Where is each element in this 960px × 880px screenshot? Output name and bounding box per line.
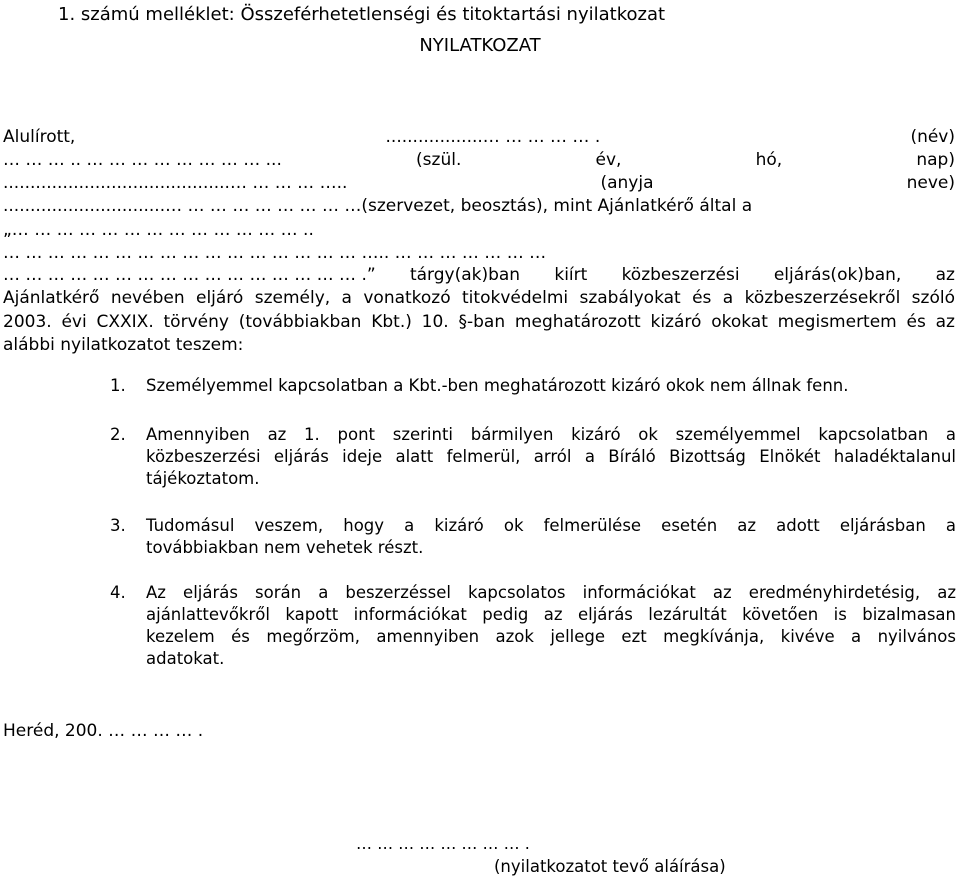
blank-mother: ..........................................… … … … ….. xyxy=(3,173,348,193)
item-number: 2. xyxy=(110,425,126,444)
declaration-item-4 xyxy=(110,582,956,670)
form-line-name xyxy=(3,127,955,147)
word-az: az xyxy=(935,265,955,285)
item-line: tájékoztatom. xyxy=(146,469,260,488)
item-line: adatokat. xyxy=(146,649,225,668)
blank-birth: … … … .. … … … … … … … … ... xyxy=(3,150,282,170)
form-line-mother xyxy=(3,173,955,193)
item-line: Amennyiben az 1. pont szerinti bármilyen kizáró ok személyemmel kapcsolatban a xyxy=(146,425,956,444)
subject-blank-2: … … … … … … … … … … … … … … … … ….. … … … … … … … xyxy=(3,243,547,263)
label-anyja: (anyja xyxy=(600,173,654,193)
declaration-item-3 xyxy=(110,515,956,559)
intro-line: alábbi nyilatkozatot teszem: xyxy=(3,335,244,355)
form-line-birth xyxy=(3,150,955,170)
label-szul: (szül. xyxy=(416,150,462,170)
item-line: Tudomásul veszem, hogy a kizáró ok felmerülése esetén az adott eljárásban a xyxy=(146,516,956,535)
item-line: Az eljárás során a beszerzéssel kapcsolatos információkat az eredményhirdetésig, az xyxy=(146,583,956,602)
signature-label: (nyilatkozatot tevő aláírása) xyxy=(494,857,726,876)
form-line-organization xyxy=(3,196,955,216)
item-line: Személyemmel kapcsolatban a Kbt.-ben meghatározott kizáró okok nem állnak fenn. xyxy=(146,376,849,395)
label-name: (név) xyxy=(910,127,955,147)
declaration-item-2 xyxy=(110,424,956,490)
item-number: 4. xyxy=(110,583,126,602)
subject-blank-3: … … … … … … … … … … … … … … … … .” xyxy=(3,265,376,285)
word-targyakban: tárgy(ak)ban xyxy=(409,265,521,285)
signature-line: … … … … … … … … . xyxy=(356,834,530,853)
item-line: ajánlattevőkről kapott információkat pedig az eljárás lezárultát követően is bizalmasan xyxy=(146,605,956,624)
form-line-subject-start xyxy=(3,220,955,240)
declaration-title: NYILATKOZAT xyxy=(419,35,541,56)
item-line: kezelem és megőrzöm, amennyiben azok jellege ezt megkívánja, kivéve a nyilvános xyxy=(146,627,956,646)
word-eljarasokban: eljárás(ok)ban, xyxy=(773,265,902,285)
word-kozbeszerzesi: közbeszerzési xyxy=(621,265,740,285)
intro-paragraph xyxy=(3,287,955,356)
organization-text: ..............................… … … … … … … … …(szervezet, beosztás), mint Ajánlatkérő által a xyxy=(3,196,753,216)
item-line: közbeszerzési eljárás ideje alatt felmerül, arról a Bíráló Bizottság Elnökét haladéktalanul xyxy=(146,447,956,466)
blank-name: ..................… … … … … . xyxy=(385,127,601,147)
place-date: Heréd, 200. … … … … . xyxy=(3,721,204,741)
item-line: továbbiakban nem vehetek részt. xyxy=(146,538,424,557)
label-alulirott: Alulírott, xyxy=(3,127,76,147)
intro-line: Ajánlatkérő nevében eljáró személy, a vonatkozó titokvédelmi szabályokat és a közbeszerzésekről szóló xyxy=(3,288,955,308)
form-line-subject-middle xyxy=(3,243,955,263)
label-ev: év, xyxy=(595,150,622,170)
declaration-item-1 xyxy=(110,375,956,397)
label-ho: hó, xyxy=(755,150,783,170)
label-nap: nap) xyxy=(916,150,955,170)
intro-line: 2003. évi CXXIX. törvény (továbbiakban Kbt.) 10. §-ban meghatározott kizáró okokat megismertem és az xyxy=(3,312,955,332)
item-number: 3. xyxy=(110,516,126,535)
label-neve: neve) xyxy=(906,173,955,193)
subject-blank-1: „… … … … … … … … … … … … … .. xyxy=(3,220,314,240)
item-number: 1. xyxy=(110,376,126,395)
annex-title: 1. számú melléklet: Összeférhetetlenségi és titoktartási nyilatkozat xyxy=(58,4,666,25)
form-line-subject-end xyxy=(3,265,955,285)
word-kiirt: kiírt xyxy=(554,265,588,285)
